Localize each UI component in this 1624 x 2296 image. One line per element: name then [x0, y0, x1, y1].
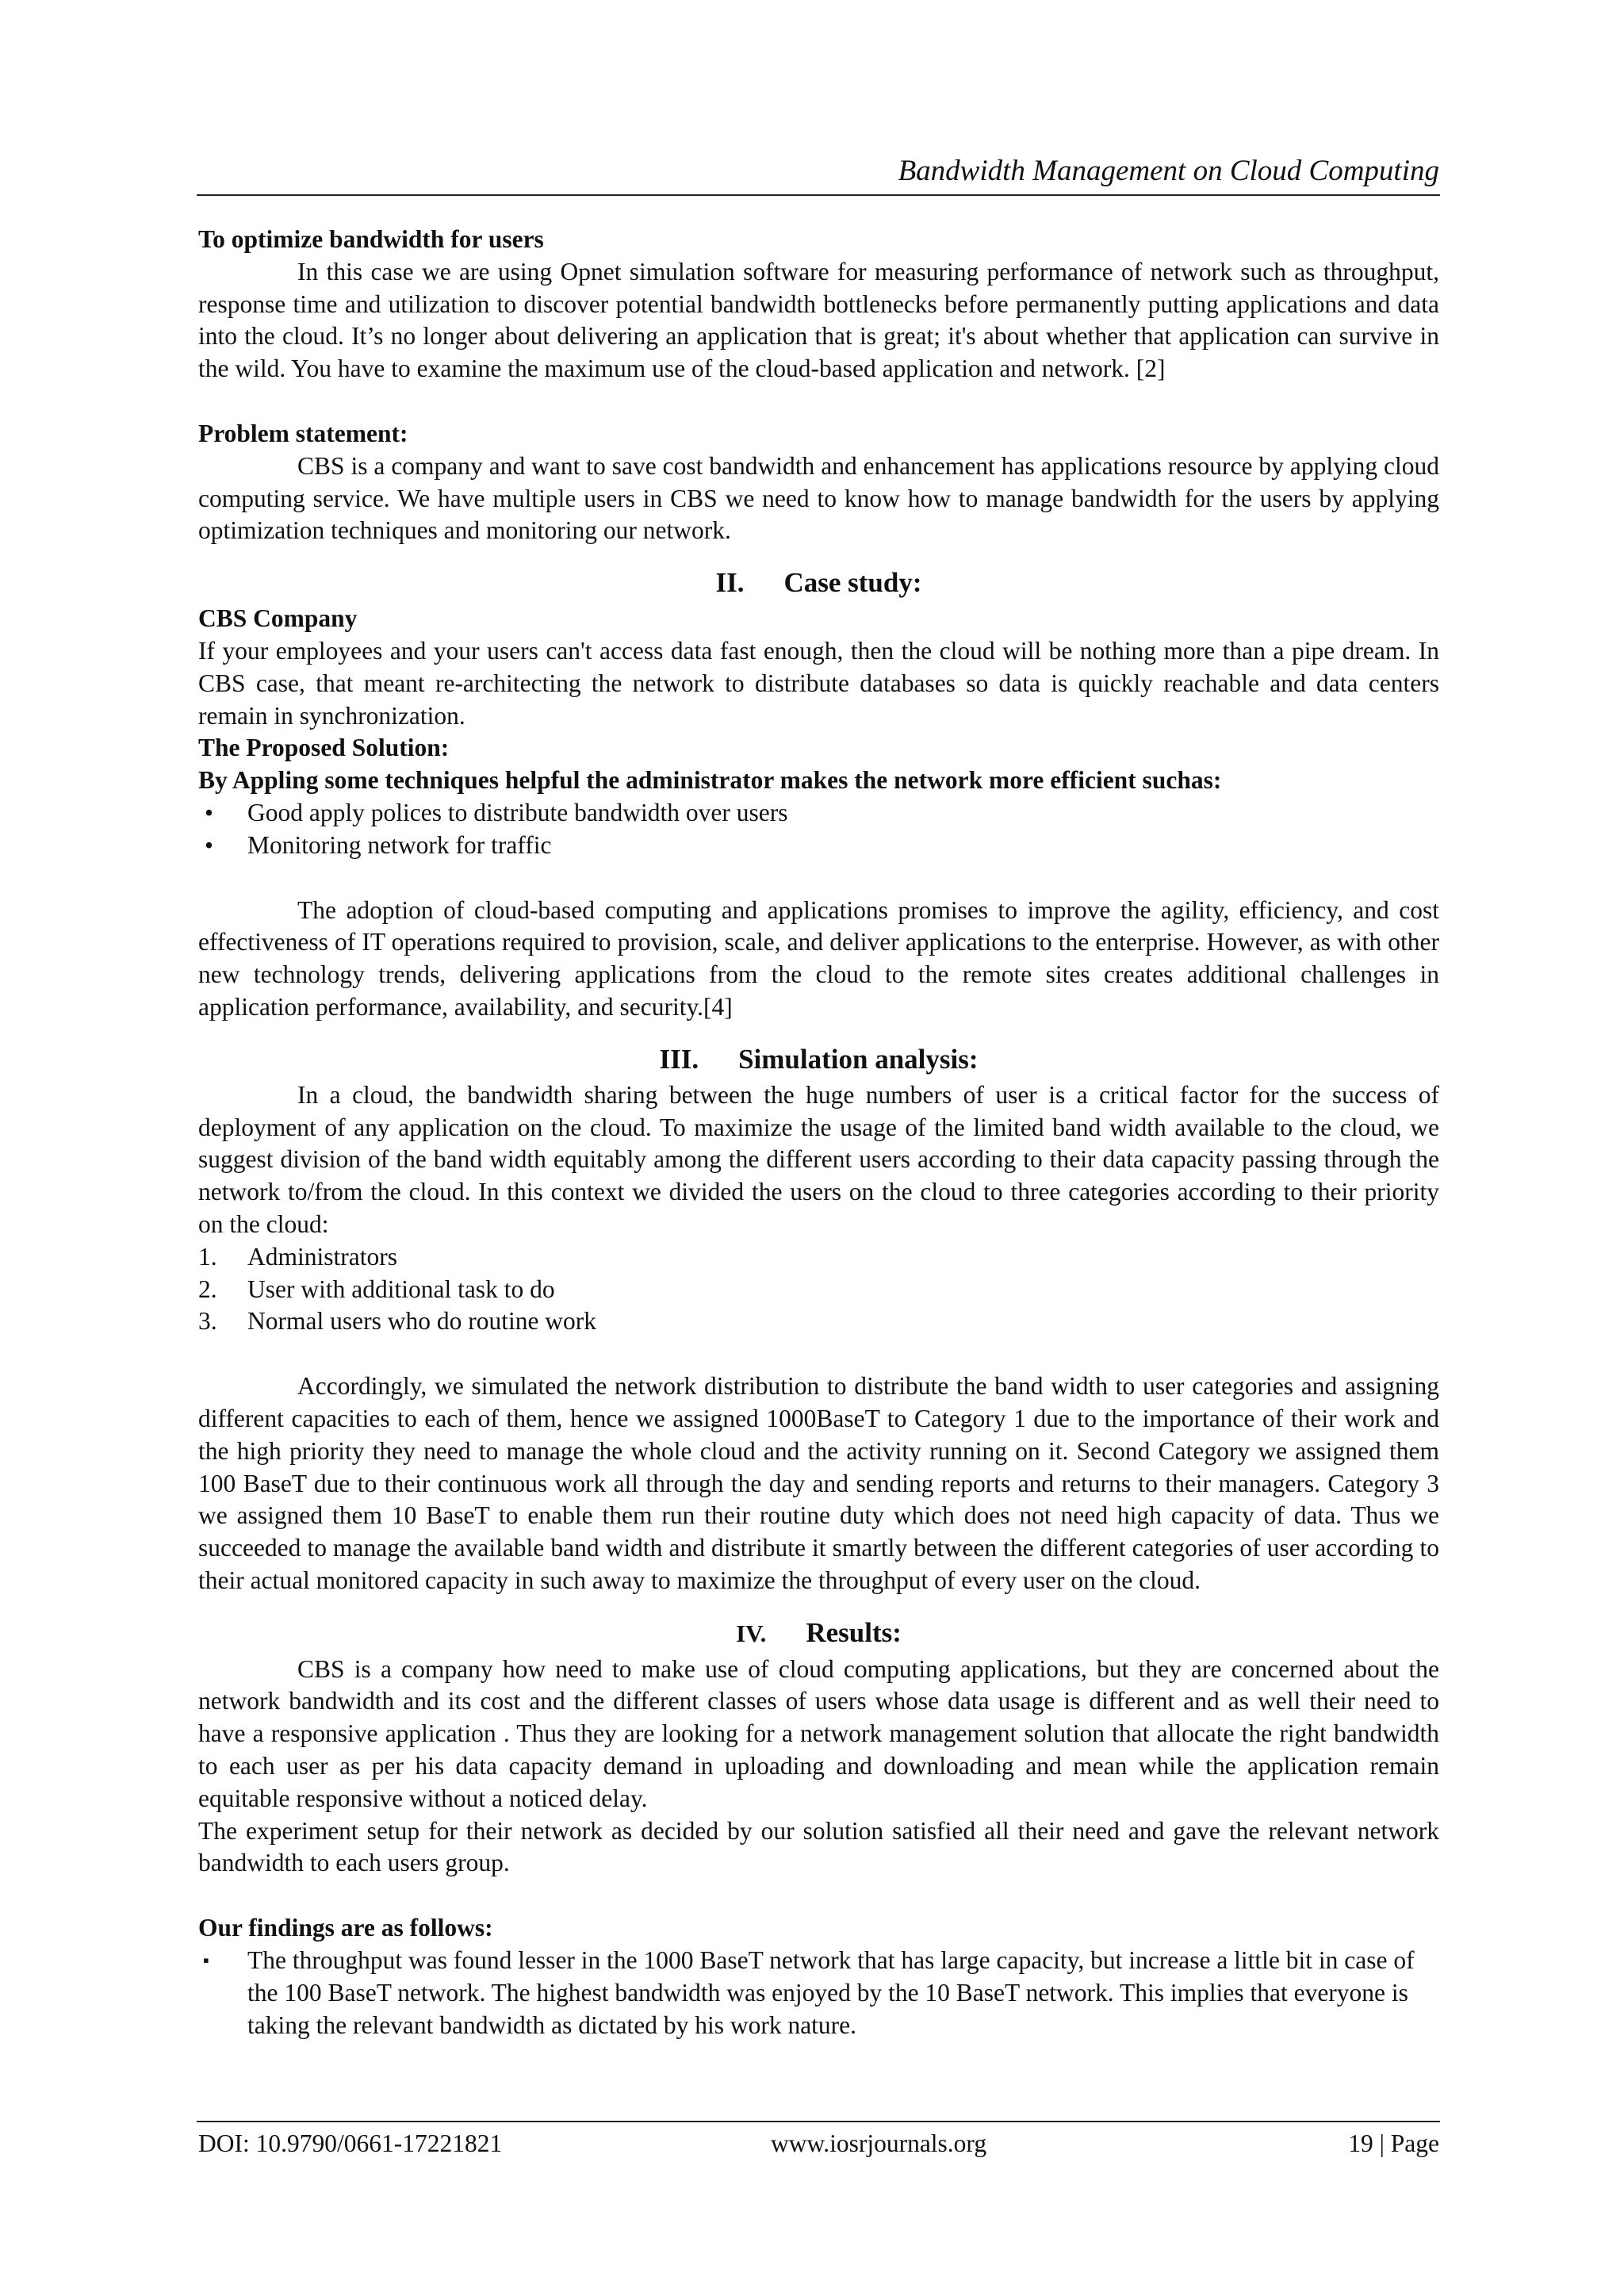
company-heading: CBS Company: [198, 604, 358, 633]
footer-doi: DOI: 10.9790/0661-17221821: [198, 2129, 503, 2157]
solution-intro: By Appling some techniques helpful the administrator makes the network more efficient suchas:: [198, 766, 1222, 795]
footer-page-number: 19 | Page: [1348, 2129, 1439, 2157]
spacer: [198, 1338, 1439, 1370]
spacer: [198, 1880, 1439, 1912]
problem-paragraph: CBS is a company and want to save cost bandwidth and enhancement has applications resource by applying cloud computing service. We have multiple users in CBS we need to know how to manage bandwidth for the users by applying optimization techniques and monitoring our network.: [198, 451, 1439, 545]
category-list: [198, 1241, 1439, 1338]
list-item-text: Normal users who do routine work: [247, 1307, 597, 1336]
adoption-paragraph: The adoption of cloud-based computing and applications promises to improve the agility, efficiency, and cost effectiveness of IT operations required to provision, scale, and deliver applications to the enterprise. However, as with other new technology trends, delivering applications from the cloud to the remote sites creates additional challenges in application performance, availability, and security.[4]: [198, 895, 1439, 1021]
section-number: IV.: [736, 1619, 767, 1647]
optimize-heading: To optimize bandwidth for users: [198, 225, 544, 253]
running-head: Bandwidth Management on Cloud Computing: [898, 155, 1439, 187]
section-number: II.: [715, 567, 745, 599]
spacer: [198, 862, 1439, 895]
list-item: [198, 1274, 1439, 1306]
optimize-paragraph: In this case we are using Opnet simulation software for measuring performance of network such as throughput, response time and utilization to discover potential bandwidth bottlenecks before permanently putting applications and data into the cloud. It’s no longer about delivering an application that is great; it's about whether that application can survive in the wild. You have to examine the maximum use of the cloud-based application and network. [2]: [198, 257, 1439, 383]
list-item: [198, 1945, 1439, 2041]
findings-heading: Our findings are as follows:: [198, 1914, 493, 1942]
list-item-text: Administrators: [247, 1242, 397, 1271]
simulation-paragraph: In a cloud, the bandwidth sharing between the huge numbers of user is a critical factor for the success of deployment of any application on the cloud. To maximize the usage of the limited band width available to the cloud, we suggest division of the band width equitably among the different users according to their data capacity passing through the network to/from the cloud. In this context we divided the users on the cloud to three categories according to their priority on the cloud:: [198, 1080, 1439, 1238]
bullet-icon: •: [205, 798, 214, 826]
section-title: Simulation analysis:: [738, 1043, 979, 1075]
list-item: [198, 1241, 1439, 1274]
experiment-paragraph: The experiment setup for their network as decided by our solution satisfied all their need and gave the relevant network bandwidth to each users group.: [198, 1816, 1439, 1877]
list-item: [198, 830, 1439, 862]
list-item-text: The throughput was found lesser in the 1000 BaseT network that has large capacity, but increase a little bit in case of the 100 BaseT network. The highest bandwidth was enjoyed by the 10 BaseT network. This implies that everyone is taking the relevant bandwidth as dictated by his work nature.: [247, 1946, 1415, 2039]
footer-rule: [197, 2121, 1440, 2122]
solution-heading: The Proposed Solution:: [198, 734, 450, 762]
section-title: Results:: [806, 1616, 902, 1648]
list-item: [198, 1305, 1439, 1338]
header-rule: [197, 194, 1440, 196]
list-item-text: Monitoring network for traffic: [247, 830, 552, 859]
bullet-icon: •: [205, 830, 214, 859]
section-heading-simulation: [198, 1041, 1439, 1078]
page-footer: [198, 2126, 1439, 2161]
footer-website: www.iosrjournals.org: [771, 2129, 987, 2157]
list-item-text: Good apply polices to distribute bandwidth over users: [247, 798, 788, 826]
list-item-text: User with additional task to do: [247, 1274, 555, 1303]
page-body: [198, 224, 1439, 2041]
results-paragraph: CBS is a company how need to make use of cloud computing applications, but they are concerned about the network bandwidth and its cost and the different classes of users whose data usage is different and as well their need to have a responsive application . Thus they are looking for a network management solution that allocate the right bandwidth to each user as per his data capacity demand in uploading and downloading and mean while the application remain equitable responsive without a noticed delay.: [198, 1654, 1439, 1812]
problem-heading: Problem statement:: [198, 419, 408, 447]
section-number: III.: [659, 1043, 699, 1075]
findings-list: [198, 1945, 1439, 2041]
solution-bullet-list: [198, 797, 1439, 862]
list-item: [198, 797, 1439, 830]
section-title: Case study:: [783, 567, 922, 599]
section-heading-results: [198, 1615, 1439, 1652]
distribution-paragraph: Accordingly, we simulated the network distribution to distribute the band width to user categories and assigning different capacities to each of them, hence we assigned 1000BaseT to Category 1 due to the importance of their work and the high priority they need to manage the whole cloud and the activity running on it. Second Category we assigned them 100 BaseT due to their continuous work all through the day and sending reports and returns to their managers. Category 3 we assigned them 10 BaseT to enable them run their routine duty which does not need high capacity of data. Thus we succeeded to manage the available band width and distribute it smartly between the different categories of user according to their actual monitored capacity in such away to maximize the throughput of every user on the cloud.: [198, 1372, 1439, 1594]
company-paragraph: If your employees and your users can't access data fast enough, then the cloud will be nothing more than a pipe dream. In CBS case, that meant re-architecting the network to distribute databases so data is quickly reachable and data centers remain in synchronization.: [198, 636, 1439, 730]
list-number: 1.: [198, 1242, 217, 1271]
section-heading-case-study: [198, 565, 1439, 601]
list-number: 2.: [198, 1274, 217, 1303]
spacer: [198, 385, 1439, 418]
square-bullet-icon: ▪: [203, 1950, 209, 1971]
list-number: 3.: [198, 1307, 217, 1336]
